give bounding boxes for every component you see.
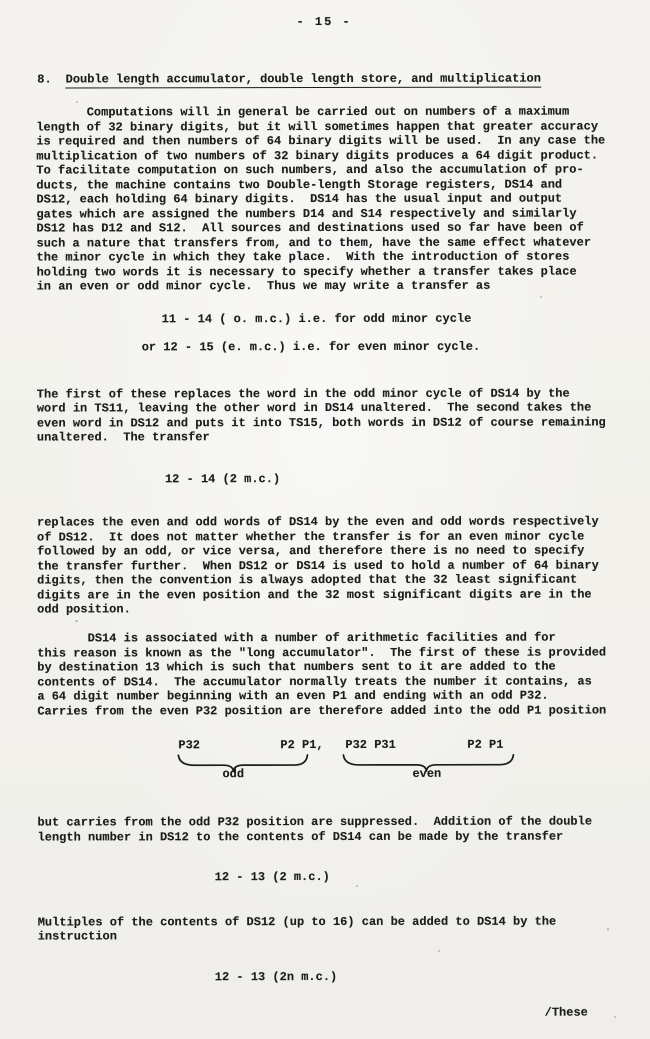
formula-even-minor-cycle: or 12 - 15 (e. m.c.) i.e. for even minor cycle. bbox=[141, 339, 481, 355]
paragraph-replaces-even-odd: replaces the even and odd words of DS14 by the even and odd words respectively of DS12. It does not matter whether the transfer is for an even minor cycle followed by an odd, or vice versa, and therefore there is no need to specify the transfer further. When DS12 or DS14 is used to hold a number of 64 binary digits, then the convention is always adopted that the 32 least significant digits are in the even position and the 32 most significant digits are in the odd position. bbox=[36, 514, 599, 617]
odd-group-low-digits: P2 P1, bbox=[280, 738, 324, 753]
formula-12-13-2mc: 12 - 13 (2 m.c.) bbox=[214, 869, 330, 885]
even-group-low-digits: P2 P1 bbox=[467, 737, 504, 752]
even-group-label: even bbox=[412, 766, 442, 781]
paragraph-carries-suppressed: but carries from the odd P32 position are suppressed. Addition of the double length number in DS12 to the contents of DS14 can be made by the transfer bbox=[37, 814, 593, 845]
odd-group-label: odd bbox=[222, 767, 245, 782]
scan-speckle bbox=[75, 620, 78, 622]
formula-12-13-2nmc: 12 - 13 (2n m.c.) bbox=[214, 969, 338, 985]
paragraph-multiples: Multiples of the contents of DS12 (up to 16) can be added to DS14 by the instruction bbox=[37, 914, 557, 944]
scan-speckle bbox=[607, 928, 609, 931]
scan-speckle bbox=[356, 885, 358, 887]
paragraph-first-of-these: The first of these replaces the word in the odd minor cycle of DS14 by the word in TS11, leaving the other word in DS14 unaltered. The second takes the even word in DS12 and puts it into TS15, both words in DS12 of course remaining unaltered. The transfer bbox=[36, 386, 606, 445]
page-number: - 15 - bbox=[296, 14, 352, 30]
scanned-sheet bbox=[0, 14, 650, 1021]
digit-position-diagram bbox=[0, 735, 650, 786]
odd-group-high-digits: P32 bbox=[178, 738, 201, 753]
formula-odd-minor-cycle: 11 - 14 ( o. m.c.) i.e. for odd minor cycle bbox=[161, 311, 472, 326]
scan-speckle bbox=[76, 101, 78, 103]
scan-speckle bbox=[438, 950, 440, 952]
even-group-high-digits: P32 P31 bbox=[345, 737, 396, 752]
section-heading bbox=[37, 71, 649, 87]
section-number: 8. bbox=[37, 71, 52, 87]
formula-12-14-2mc: 12 - 14 (2 m.c.) bbox=[164, 471, 281, 486]
paragraph-computations: Computations will in general be carried out on numbers of a maximum length of 32 binary digits, but it will sometimes happen that greater accuracy is required and then numbers of 64 binary digits will be used. In any case the multiplication of two numbers of 32 binary digits produces a 64 digit product. To facilitate computation on such numbers, and also the accumulation of pro- ducts, the machine contains two Double-length Storage registers, DS14 and DS12, each holding 64 binary digits. DS14 has the usual input and output gates which are assigned the numbers D14 and S14 respectively and similarly DS12 has D12 and S12. All sources and destinations used so far have been of such a nature that transfers from, and to them, have the same effect whatever the minor cycle in which they take place. With the introduction of stores holding two words it is necessary to specify whether a transfer takes place in an even or odd minor cycle. Thus we may write a transfer as bbox=[36, 104, 606, 294]
scan-speckle bbox=[540, 296, 542, 298]
scan-speckle bbox=[614, 1016, 616, 1018]
section-title: Double length accumulator, double length store, and multiplication bbox=[65, 71, 541, 86]
paragraph-long-accumulator: DS14 is associated with a number of arithmetic facilities and for this reason is known as the "long accumulator". The first of these is provided by destination 13 which is such that numbers sent to it are added to the contents of DS14. The accumulator normally treats the number it contains, as a 64 digit number beginning with an even P1 and ending with an odd P32. Carries from the even P32 position are therefore added into the odd P1 position bbox=[37, 630, 607, 719]
catchword: /These bbox=[544, 1005, 588, 1020]
